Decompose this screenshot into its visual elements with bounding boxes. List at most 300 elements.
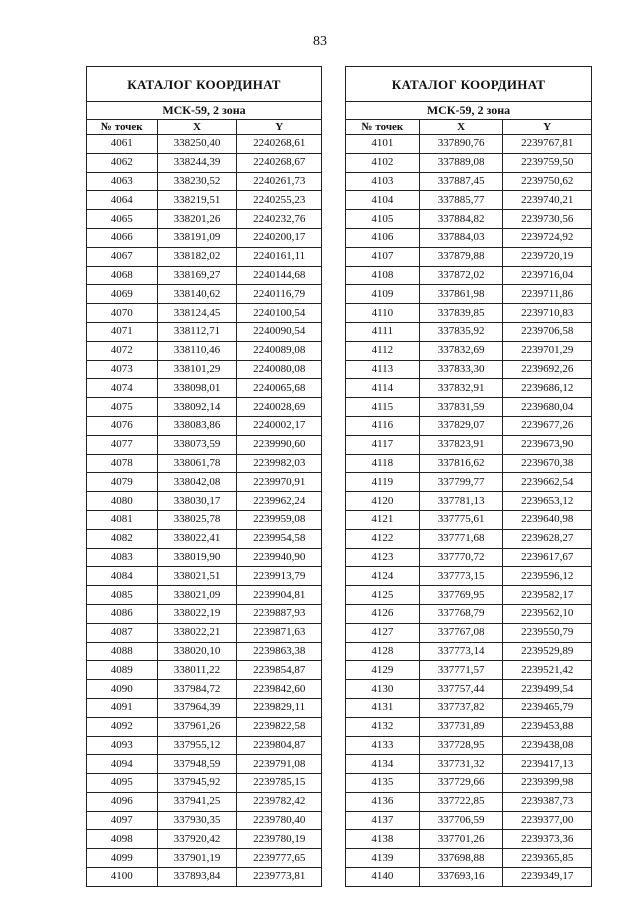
table-row xyxy=(87,567,322,586)
y-coordinate-cell: 2239582,17 xyxy=(503,586,592,605)
y-coordinate-cell: 2239970,91 xyxy=(237,473,322,492)
x-coordinate-cell: 337872,02 xyxy=(419,266,503,285)
point-number-cell: 4135 xyxy=(346,774,420,793)
table-row xyxy=(346,322,592,341)
x-coordinate-cell: 338030,17 xyxy=(157,492,237,511)
x-coordinate-cell: 338073,59 xyxy=(157,435,237,454)
table-row xyxy=(346,285,592,304)
table-row xyxy=(346,849,592,868)
table-row xyxy=(346,153,592,172)
table-row xyxy=(87,398,322,417)
x-coordinate-cell: 337961,26 xyxy=(157,717,237,736)
coordinate-catalog-right xyxy=(345,66,592,887)
table-row xyxy=(87,623,322,642)
y-coordinate-cell: 2239365,85 xyxy=(503,849,592,868)
y-coordinate-cell: 2239804,87 xyxy=(237,736,322,755)
point-number-cell: 4121 xyxy=(346,510,420,529)
x-coordinate-cell: 337887,45 xyxy=(419,172,503,191)
table-row xyxy=(87,774,322,793)
point-number-cell: 4097 xyxy=(87,811,158,830)
table-row xyxy=(87,529,322,548)
point-number-cell: 4069 xyxy=(87,285,158,304)
table-row xyxy=(87,868,322,887)
table-row xyxy=(346,210,592,229)
y-coordinate-cell: 2239596,12 xyxy=(503,567,592,586)
y-coordinate-cell: 2239777,65 xyxy=(237,849,322,868)
y-coordinate-cell: 2240261,73 xyxy=(237,172,322,191)
table-row xyxy=(87,153,322,172)
table-row xyxy=(87,228,322,247)
point-number-cell: 4127 xyxy=(346,623,420,642)
point-number-cell: 4088 xyxy=(87,642,158,661)
y-coordinate-cell: 2239550,79 xyxy=(503,623,592,642)
point-number-cell: 4074 xyxy=(87,379,158,398)
x-coordinate-cell: 337884,03 xyxy=(419,228,503,247)
y-coordinate-cell: 2239673,90 xyxy=(503,435,592,454)
table-row xyxy=(346,454,592,473)
table-row xyxy=(346,868,592,887)
y-coordinate-cell: 2239782,42 xyxy=(237,792,322,811)
table-row xyxy=(87,698,322,717)
table-row xyxy=(346,567,592,586)
y-coordinate-cell: 2240200,17 xyxy=(237,228,322,247)
point-number-cell: 4113 xyxy=(346,360,420,379)
y-coordinate-cell: 2239982,03 xyxy=(237,454,322,473)
x-coordinate-cell: 338021,51 xyxy=(157,567,237,586)
table-row xyxy=(346,642,592,661)
table-row xyxy=(87,135,322,154)
x-coordinate-cell: 338124,45 xyxy=(157,304,237,323)
table-row xyxy=(87,247,322,266)
x-coordinate-cell: 337769,95 xyxy=(419,586,503,605)
table-row xyxy=(346,529,592,548)
point-number-cell: 4138 xyxy=(346,830,420,849)
table-row xyxy=(87,830,322,849)
table-row xyxy=(346,698,592,717)
y-coordinate-cell: 2240065,68 xyxy=(237,379,322,398)
y-coordinate-cell: 2239617,67 xyxy=(503,548,592,567)
y-coordinate-cell: 2239829,11 xyxy=(237,698,322,717)
point-number-cell: 4111 xyxy=(346,322,420,341)
x-coordinate-cell: 338022,41 xyxy=(157,529,237,548)
point-number-cell: 4132 xyxy=(346,717,420,736)
point-number-cell: 4105 xyxy=(346,210,420,229)
point-number-cell: 4068 xyxy=(87,266,158,285)
point-number-cell: 4092 xyxy=(87,717,158,736)
y-coordinate-cell: 2240080,08 xyxy=(237,360,322,379)
x-coordinate-cell: 337728,95 xyxy=(419,736,503,755)
table-row xyxy=(87,680,322,699)
catalog-title: КАТАЛОГ КООРДИНАТ xyxy=(346,67,592,102)
y-coordinate-cell: 2239349,17 xyxy=(503,868,592,887)
x-coordinate-cell: 337832,91 xyxy=(419,379,503,398)
x-coordinate-cell: 338101,29 xyxy=(157,360,237,379)
point-number-cell: 4101 xyxy=(346,135,420,154)
table-row xyxy=(346,398,592,417)
y-coordinate-cell: 2239750,62 xyxy=(503,172,592,191)
point-number-cell: 4133 xyxy=(346,736,420,755)
x-coordinate-cell: 337831,59 xyxy=(419,398,503,417)
table-row xyxy=(346,736,592,755)
x-coordinate-cell: 337890,76 xyxy=(419,135,503,154)
x-coordinate-cell: 337879,88 xyxy=(419,247,503,266)
y-coordinate-cell: 2240144,68 xyxy=(237,266,322,285)
point-number-cell: 4114 xyxy=(346,379,420,398)
point-number-cell: 4117 xyxy=(346,435,420,454)
point-number-cell: 4093 xyxy=(87,736,158,755)
table-row xyxy=(346,304,592,323)
table-row xyxy=(87,510,322,529)
table-row xyxy=(87,379,322,398)
column-header-y: Y xyxy=(503,120,592,135)
x-coordinate-cell: 338042,08 xyxy=(157,473,237,492)
point-number-cell: 4086 xyxy=(87,604,158,623)
y-coordinate-cell: 2239716,04 xyxy=(503,266,592,285)
table-row xyxy=(87,266,322,285)
y-coordinate-cell: 2239780,19 xyxy=(237,830,322,849)
x-coordinate-cell: 338182,02 xyxy=(157,247,237,266)
y-coordinate-cell: 2239740,21 xyxy=(503,191,592,210)
table-row xyxy=(87,717,322,736)
table-row xyxy=(346,680,592,699)
y-coordinate-cell: 2239465,79 xyxy=(503,698,592,717)
column-header-y: Y xyxy=(237,120,322,135)
table-row xyxy=(87,435,322,454)
y-coordinate-cell: 2240089,08 xyxy=(237,341,322,360)
table-row xyxy=(346,266,592,285)
x-coordinate-cell: 337731,89 xyxy=(419,717,503,736)
y-coordinate-cell: 2239662,54 xyxy=(503,473,592,492)
table-row xyxy=(346,604,592,623)
y-coordinate-cell: 2239887,93 xyxy=(237,604,322,623)
point-number-cell: 4072 xyxy=(87,341,158,360)
y-coordinate-cell: 2239822,58 xyxy=(237,717,322,736)
point-number-cell: 4075 xyxy=(87,398,158,417)
y-coordinate-cell: 2240116,79 xyxy=(237,285,322,304)
y-coordinate-cell: 2239940,90 xyxy=(237,548,322,567)
x-coordinate-cell: 337799,77 xyxy=(419,473,503,492)
table-row xyxy=(346,755,592,774)
table-row xyxy=(87,473,322,492)
point-number-cell: 4061 xyxy=(87,135,158,154)
x-coordinate-cell: 338230,52 xyxy=(157,172,237,191)
point-number-cell: 4137 xyxy=(346,811,420,830)
point-number-cell: 4077 xyxy=(87,435,158,454)
x-coordinate-cell: 337832,69 xyxy=(419,341,503,360)
x-coordinate-cell: 337722,85 xyxy=(419,792,503,811)
point-number-cell: 4126 xyxy=(346,604,420,623)
point-number-cell: 4116 xyxy=(346,416,420,435)
point-number-cell: 4094 xyxy=(87,755,158,774)
point-number-cell: 4085 xyxy=(87,586,158,605)
x-coordinate-cell: 337984,72 xyxy=(157,680,237,699)
x-coordinate-cell: 338022,21 xyxy=(157,623,237,642)
y-coordinate-cell: 2239453,88 xyxy=(503,717,592,736)
point-number-cell: 4083 xyxy=(87,548,158,567)
point-number-cell: 4103 xyxy=(346,172,420,191)
table-row xyxy=(346,717,592,736)
y-coordinate-cell: 2239680,04 xyxy=(503,398,592,417)
catalog-body xyxy=(346,135,592,887)
x-coordinate-cell: 338110,46 xyxy=(157,341,237,360)
y-coordinate-cell: 2239521,42 xyxy=(503,661,592,680)
point-number-cell: 4073 xyxy=(87,360,158,379)
y-coordinate-cell: 2239438,08 xyxy=(503,736,592,755)
x-coordinate-cell: 338191,09 xyxy=(157,228,237,247)
x-coordinate-cell: 337839,85 xyxy=(419,304,503,323)
x-coordinate-cell: 338019,90 xyxy=(157,548,237,567)
x-coordinate-cell: 337901,19 xyxy=(157,849,237,868)
point-number-cell: 4118 xyxy=(346,454,420,473)
table-row xyxy=(87,360,322,379)
point-number-cell: 4134 xyxy=(346,755,420,774)
table-row xyxy=(87,322,322,341)
y-coordinate-cell: 2239842,60 xyxy=(237,680,322,699)
x-coordinate-cell: 337775,61 xyxy=(419,510,503,529)
table-row xyxy=(346,830,592,849)
y-coordinate-cell: 2239785,15 xyxy=(237,774,322,793)
y-coordinate-cell: 2239730,56 xyxy=(503,210,592,229)
x-coordinate-cell: 337770,72 xyxy=(419,548,503,567)
y-coordinate-cell: 2239628,27 xyxy=(503,529,592,548)
x-coordinate-cell: 337816,62 xyxy=(419,454,503,473)
table-row xyxy=(87,304,322,323)
table-row xyxy=(87,811,322,830)
point-number-cell: 4065 xyxy=(87,210,158,229)
x-coordinate-cell: 337920,42 xyxy=(157,830,237,849)
point-number-cell: 4123 xyxy=(346,548,420,567)
point-number-cell: 4110 xyxy=(346,304,420,323)
x-coordinate-cell: 337833,30 xyxy=(419,360,503,379)
table-row xyxy=(87,172,322,191)
y-coordinate-cell: 2239767,81 xyxy=(503,135,592,154)
y-coordinate-cell: 2239653,12 xyxy=(503,492,592,511)
y-coordinate-cell: 2239724,92 xyxy=(503,228,592,247)
y-coordinate-cell: 2239640,98 xyxy=(503,510,592,529)
column-header-x: X xyxy=(157,120,237,135)
y-coordinate-cell: 2240090,54 xyxy=(237,322,322,341)
point-number-cell: 4112 xyxy=(346,341,420,360)
y-coordinate-cell: 2239871,63 xyxy=(237,623,322,642)
table-row xyxy=(87,492,322,511)
point-number-cell: 4107 xyxy=(346,247,420,266)
x-coordinate-cell: 337701,26 xyxy=(419,830,503,849)
x-coordinate-cell: 338083,86 xyxy=(157,416,237,435)
point-number-cell: 4066 xyxy=(87,228,158,247)
y-coordinate-cell: 2240100,54 xyxy=(237,304,322,323)
point-number-cell: 4071 xyxy=(87,322,158,341)
y-coordinate-cell: 2239692,26 xyxy=(503,360,592,379)
x-coordinate-cell: 337941,25 xyxy=(157,792,237,811)
y-coordinate-cell: 2239417,13 xyxy=(503,755,592,774)
table-row xyxy=(346,510,592,529)
x-coordinate-cell: 338011,22 xyxy=(157,661,237,680)
x-coordinate-cell: 337731,32 xyxy=(419,755,503,774)
y-coordinate-cell: 2239759,50 xyxy=(503,153,592,172)
x-coordinate-cell: 337964,39 xyxy=(157,698,237,717)
point-number-cell: 4140 xyxy=(346,868,420,887)
x-coordinate-cell: 337771,68 xyxy=(419,529,503,548)
coordinate-catalog-left xyxy=(86,66,322,887)
x-coordinate-cell: 337889,08 xyxy=(419,153,503,172)
x-coordinate-cell: 337768,79 xyxy=(419,604,503,623)
table-row xyxy=(346,416,592,435)
y-coordinate-cell: 2239377,00 xyxy=(503,811,592,830)
y-coordinate-cell: 2239686,12 xyxy=(503,379,592,398)
x-coordinate-cell: 338022,19 xyxy=(157,604,237,623)
x-coordinate-cell: 337771,57 xyxy=(419,661,503,680)
table-row xyxy=(346,774,592,793)
table-row xyxy=(87,285,322,304)
point-number-cell: 4130 xyxy=(346,680,420,699)
x-coordinate-cell: 337829,07 xyxy=(419,416,503,435)
point-number-cell: 4136 xyxy=(346,792,420,811)
point-number-cell: 4102 xyxy=(346,153,420,172)
point-number-cell: 4084 xyxy=(87,567,158,586)
table-row xyxy=(346,473,592,492)
y-coordinate-cell: 2240268,67 xyxy=(237,153,322,172)
y-coordinate-cell: 2239720,19 xyxy=(503,247,592,266)
x-coordinate-cell: 338169,27 xyxy=(157,266,237,285)
x-coordinate-cell: 337884,82 xyxy=(419,210,503,229)
page-number: 83 xyxy=(313,34,327,49)
table-row xyxy=(346,548,592,567)
y-coordinate-cell: 2240268,61 xyxy=(237,135,322,154)
x-coordinate-cell: 338244,39 xyxy=(157,153,237,172)
point-number-cell: 4089 xyxy=(87,661,158,680)
table-row xyxy=(87,548,322,567)
coordinate-system-zone: МСК-59, 2 зона xyxy=(346,102,592,120)
x-coordinate-cell: 338020,10 xyxy=(157,642,237,661)
x-coordinate-cell: 337767,08 xyxy=(419,623,503,642)
x-coordinate-cell: 338140,62 xyxy=(157,285,237,304)
y-coordinate-cell: 2239706,58 xyxy=(503,322,592,341)
point-number-cell: 4064 xyxy=(87,191,158,210)
table-row xyxy=(346,586,592,605)
x-coordinate-cell: 338092,14 xyxy=(157,398,237,417)
x-coordinate-cell: 337781,13 xyxy=(419,492,503,511)
table-row xyxy=(346,811,592,830)
y-coordinate-cell: 2239854,87 xyxy=(237,661,322,680)
point-number-cell: 4139 xyxy=(346,849,420,868)
table-row xyxy=(346,792,592,811)
column-header-point-number: № точек xyxy=(87,120,158,135)
y-coordinate-cell: 2239959,08 xyxy=(237,510,322,529)
x-coordinate-cell: 337885,77 xyxy=(419,191,503,210)
point-number-cell: 4062 xyxy=(87,153,158,172)
y-coordinate-cell: 2239710,83 xyxy=(503,304,592,323)
point-number-cell: 4095 xyxy=(87,774,158,793)
table-row xyxy=(346,379,592,398)
x-coordinate-cell: 337698,88 xyxy=(419,849,503,868)
point-number-cell: 4080 xyxy=(87,492,158,511)
table-row xyxy=(87,191,322,210)
point-number-cell: 4131 xyxy=(346,698,420,717)
y-coordinate-cell: 2239677,26 xyxy=(503,416,592,435)
point-number-cell: 4108 xyxy=(346,266,420,285)
y-coordinate-cell: 2240002,17 xyxy=(237,416,322,435)
point-number-cell: 4119 xyxy=(346,473,420,492)
x-coordinate-cell: 338219,51 xyxy=(157,191,237,210)
x-coordinate-cell: 338112,71 xyxy=(157,322,237,341)
y-coordinate-cell: 2240028,69 xyxy=(237,398,322,417)
table-row xyxy=(346,191,592,210)
catalog-body xyxy=(87,135,322,887)
table-row xyxy=(87,454,322,473)
coordinate-system-zone: МСК-59, 2 зона xyxy=(87,102,322,120)
y-coordinate-cell: 2239913,79 xyxy=(237,567,322,586)
x-coordinate-cell: 337930,35 xyxy=(157,811,237,830)
y-coordinate-cell: 2239990,60 xyxy=(237,435,322,454)
table-row xyxy=(87,755,322,774)
y-coordinate-cell: 2239399,98 xyxy=(503,774,592,793)
y-coordinate-cell: 2239387,73 xyxy=(503,792,592,811)
x-coordinate-cell: 337757,44 xyxy=(419,680,503,699)
catalog-title: КАТАЛОГ КООРДИНАТ xyxy=(87,67,322,102)
point-number-cell: 4115 xyxy=(346,398,420,417)
point-number-cell: 4122 xyxy=(346,529,420,548)
point-number-cell: 4078 xyxy=(87,454,158,473)
y-coordinate-cell: 2239373,36 xyxy=(503,830,592,849)
point-number-cell: 4081 xyxy=(87,510,158,529)
point-number-cell: 4125 xyxy=(346,586,420,605)
table-row xyxy=(87,210,322,229)
point-number-cell: 4067 xyxy=(87,247,158,266)
point-number-cell: 4120 xyxy=(346,492,420,511)
point-number-cell: 4109 xyxy=(346,285,420,304)
y-coordinate-cell: 2239791,08 xyxy=(237,755,322,774)
y-coordinate-cell: 2240232,76 xyxy=(237,210,322,229)
y-coordinate-cell: 2239529,89 xyxy=(503,642,592,661)
x-coordinate-cell: 337861,98 xyxy=(419,285,503,304)
x-coordinate-cell: 337729,66 xyxy=(419,774,503,793)
point-number-cell: 4079 xyxy=(87,473,158,492)
table-row xyxy=(87,642,322,661)
x-coordinate-cell: 338061,78 xyxy=(157,454,237,473)
x-coordinate-cell: 337823,91 xyxy=(419,435,503,454)
x-coordinate-cell: 337955,12 xyxy=(157,736,237,755)
x-coordinate-cell: 337773,14 xyxy=(419,642,503,661)
table-row xyxy=(87,604,322,623)
table-row xyxy=(346,135,592,154)
point-number-cell: 4128 xyxy=(346,642,420,661)
y-coordinate-cell: 2240161,11 xyxy=(237,247,322,266)
y-coordinate-cell: 2239670,38 xyxy=(503,454,592,473)
column-header-point-number: № точек xyxy=(346,120,420,135)
y-coordinate-cell: 2239780,40 xyxy=(237,811,322,830)
y-coordinate-cell: 2239962,24 xyxy=(237,492,322,511)
table-row xyxy=(346,247,592,266)
x-coordinate-cell: 337945,92 xyxy=(157,774,237,793)
table-row xyxy=(346,661,592,680)
x-coordinate-cell: 338098,01 xyxy=(157,379,237,398)
x-coordinate-cell: 337773,15 xyxy=(419,567,503,586)
point-number-cell: 4063 xyxy=(87,172,158,191)
point-number-cell: 4087 xyxy=(87,623,158,642)
point-number-cell: 4076 xyxy=(87,416,158,435)
table-row xyxy=(87,661,322,680)
y-coordinate-cell: 2239904,81 xyxy=(237,586,322,605)
point-number-cell: 4106 xyxy=(346,228,420,247)
x-coordinate-cell: 337893,84 xyxy=(157,868,237,887)
x-coordinate-cell: 338201,26 xyxy=(157,210,237,229)
y-coordinate-cell: 2240255,23 xyxy=(237,191,322,210)
point-number-cell: 4099 xyxy=(87,849,158,868)
table-row xyxy=(87,586,322,605)
point-number-cell: 4104 xyxy=(346,191,420,210)
table-row xyxy=(346,172,592,191)
table-row xyxy=(87,849,322,868)
